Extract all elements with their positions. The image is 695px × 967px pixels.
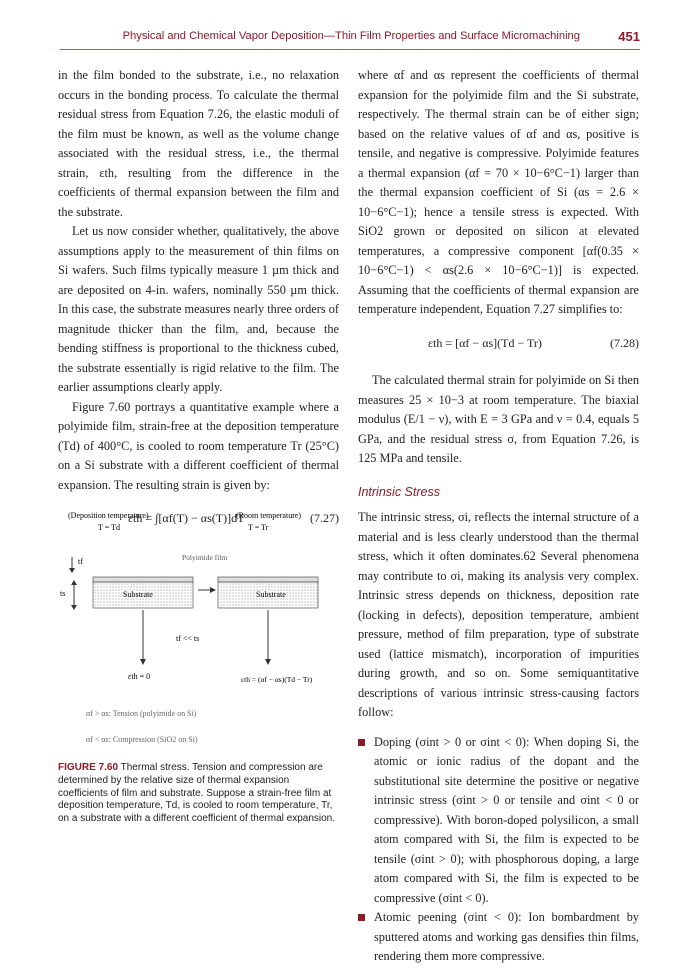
paragraph: The calculated thermal strain for polyimide on Si then measures 25 × 10−3 at room temperature. The biaxial modulus (E/1 − ν), with E = 3 GPa and ν = 0.4, equals 5 GPa, and the residual stress σ, from Equation 7.26, is 125 MPa and tensile.: [358, 373, 639, 465]
paragraph: The intrinsic stress, σi, reflects the internal structure of a material and is less clearly understood than the thermal stress, which it often dominates.62 Several phenomena may contribute to σi, making its analysis very complex. Intrinsic stress depends on thickness, deposition rate (locking in defects), deposition temperature, ambient pressure, method of film preparation, type of substrate used (lattice mismatch), incorporation of impurities during growth, and so on. Some semiquantitative descriptions of various intrinsic stress-causing factors follow:: [358, 510, 639, 719]
paragraph: Let us now consider whether, qualitatively, the above assumptions apply to the measurement of thin films on Si wafers. Such films typically measure 1 µm thick and are deposited on 4-in. wafers, nominally 550 µm thick. In this case, the substrate measures nearly three orders of magnitude thicker than the film, and, because the bending stiffness is proportional to the thickness cubed, the substrate essentially is rigid relative to the film. The earlier assumptions clearly apply.: [58, 224, 339, 394]
figure-7-60: [58, 460, 343, 760]
film-layer-left: [93, 577, 193, 582]
page-header: [60, 30, 640, 50]
ts-arrowhead-bottom: [71, 605, 77, 610]
label-room-eq: T = Tr: [248, 523, 269, 532]
caption-text: Thermal stress. Tension and compression are determined by the relative size of thermal expansion coefficients of film and substrate. Suppose a strain-free film at deposition temperature, Td, is cooled to room temperature, Tr, on a substrate with a different coefficient of thermal expansion.: [58, 762, 336, 825]
bullet-square-icon: [358, 739, 365, 746]
label-room-temp: (Room temperature): [236, 511, 302, 520]
label-tf-ts: tf << ts: [176, 634, 200, 643]
list-item: [358, 733, 639, 909]
label-eps-room: εth = (αf − αs)(Td − Tr): [241, 675, 313, 684]
equation-7-28: [358, 334, 639, 354]
label-deposition-temp: (Deposition temperature): [68, 511, 149, 520]
label-eps-zero: εth = 0: [128, 672, 151, 681]
bullet-square-icon: [358, 914, 365, 921]
thermal-stress-diagram: [58, 460, 343, 760]
label-compression: αf < αs: Compression (SiO2 on Si): [86, 735, 198, 744]
equation-number: (7.27): [310, 511, 339, 525]
page-number: 451: [618, 29, 640, 44]
equation-body: εth = ∫[αf(T) − αs(T)]dT: [128, 511, 245, 525]
header-rule: [60, 49, 640, 50]
label-deposition-eq: T = Td: [98, 523, 120, 532]
list-item: [358, 908, 639, 967]
tf-arrowhead: [69, 568, 75, 573]
ts-arrowhead-top: [71, 580, 77, 585]
down-arrowhead-right: [265, 659, 271, 665]
figure-caption: [58, 762, 340, 826]
equation-number: (7.28): [610, 335, 639, 350]
label-tf: tf: [78, 557, 83, 566]
paragraph: in the film bonded to the substrate, i.e., no relaxation occurs in the bonding process. To calculate the thermal residual stress from Equation 7.26, the elastic moduli of the film must be known, as well as the volume change associated with the residual stress, i.e., the thermal strain, εth, resulting from the difference in the coefficients of thermal expansion between the film and the substrate.: [58, 68, 339, 219]
label-tension: αf > αs: Tension (polyimide on Si): [86, 709, 197, 718]
section-heading: Intrinsic Stress: [358, 484, 440, 499]
list-item-text: Doping (σint > 0 or σint < 0): When doping Si, the atomic or ionic radius of the dopant and the substitutional site determine the positive or negative intrinsic stress (σint > 0 or tensile and σint < 0 or compressive). With boron-doped polysilicon, a small atom compared with Si, the film is expected to be tensile (σint > 0); with phosphorous doping, a large atom compared with Si, the film is expected to be compressive (σint < 0).: [374, 734, 639, 905]
list-item-text: Atomic peening (σint < 0): Ion bombardment by sputtered atoms and working gas densifies thin films, rendering them more compressive.: [374, 910, 639, 963]
right-column: [358, 66, 639, 967]
running-title: Physical and Chemical Vapor Deposition—Thin Film Properties and Surface Micromachining: [122, 30, 580, 42]
substrate-label-left: Substrate: [123, 590, 153, 599]
paragraph: where αf and αs represent the coefficients of thermal expansion for the polyimide film and the Si substrate, respectively. The thermal strain can be of either sign; based on the relative values of αf and αs, positive is tensile, and negative is compressive. Polyimide features a thermal expansion (αf = 70 × 10−6°C−1) larger than the thermal expansion coefficient of Si (αs = 2.6 × 10−6°C−1); hence a tensile stress is expected. With SiO2 grown or deposited on silicon at elevated temperatures, a compressive component [αf(0.35 × 10−6°C−1) < αs(2.6 × 10−6°C−1)] is expected. Assuming that the coefficients of thermal expansion are temperature independent, Equation 7.27 simplifies to:: [358, 68, 639, 316]
paragraph: Figure 7.60 portrays a quantitative example where a polyimide film, strain-free at the deposition temperature (Td) of 400°C, is cooled to room temperature Tr (25°C) on a Si substrate with a different coefficient of thermal expansion. The resulting strain is given by:: [58, 399, 339, 492]
film-layer-right: [218, 577, 318, 582]
label-polyimide-film: Polyimide film: [182, 553, 228, 562]
equation-body: εth = [αf − αs](Td − Tr): [428, 335, 542, 350]
substrate-label-right: Substrate: [256, 590, 286, 599]
figure-number: FIGURE 7.60: [58, 762, 119, 773]
bullet-list: [358, 733, 639, 967]
label-ts: ts: [60, 589, 66, 598]
down-arrowhead-left: [140, 659, 146, 665]
cooling-arrowhead: [210, 587, 216, 593]
